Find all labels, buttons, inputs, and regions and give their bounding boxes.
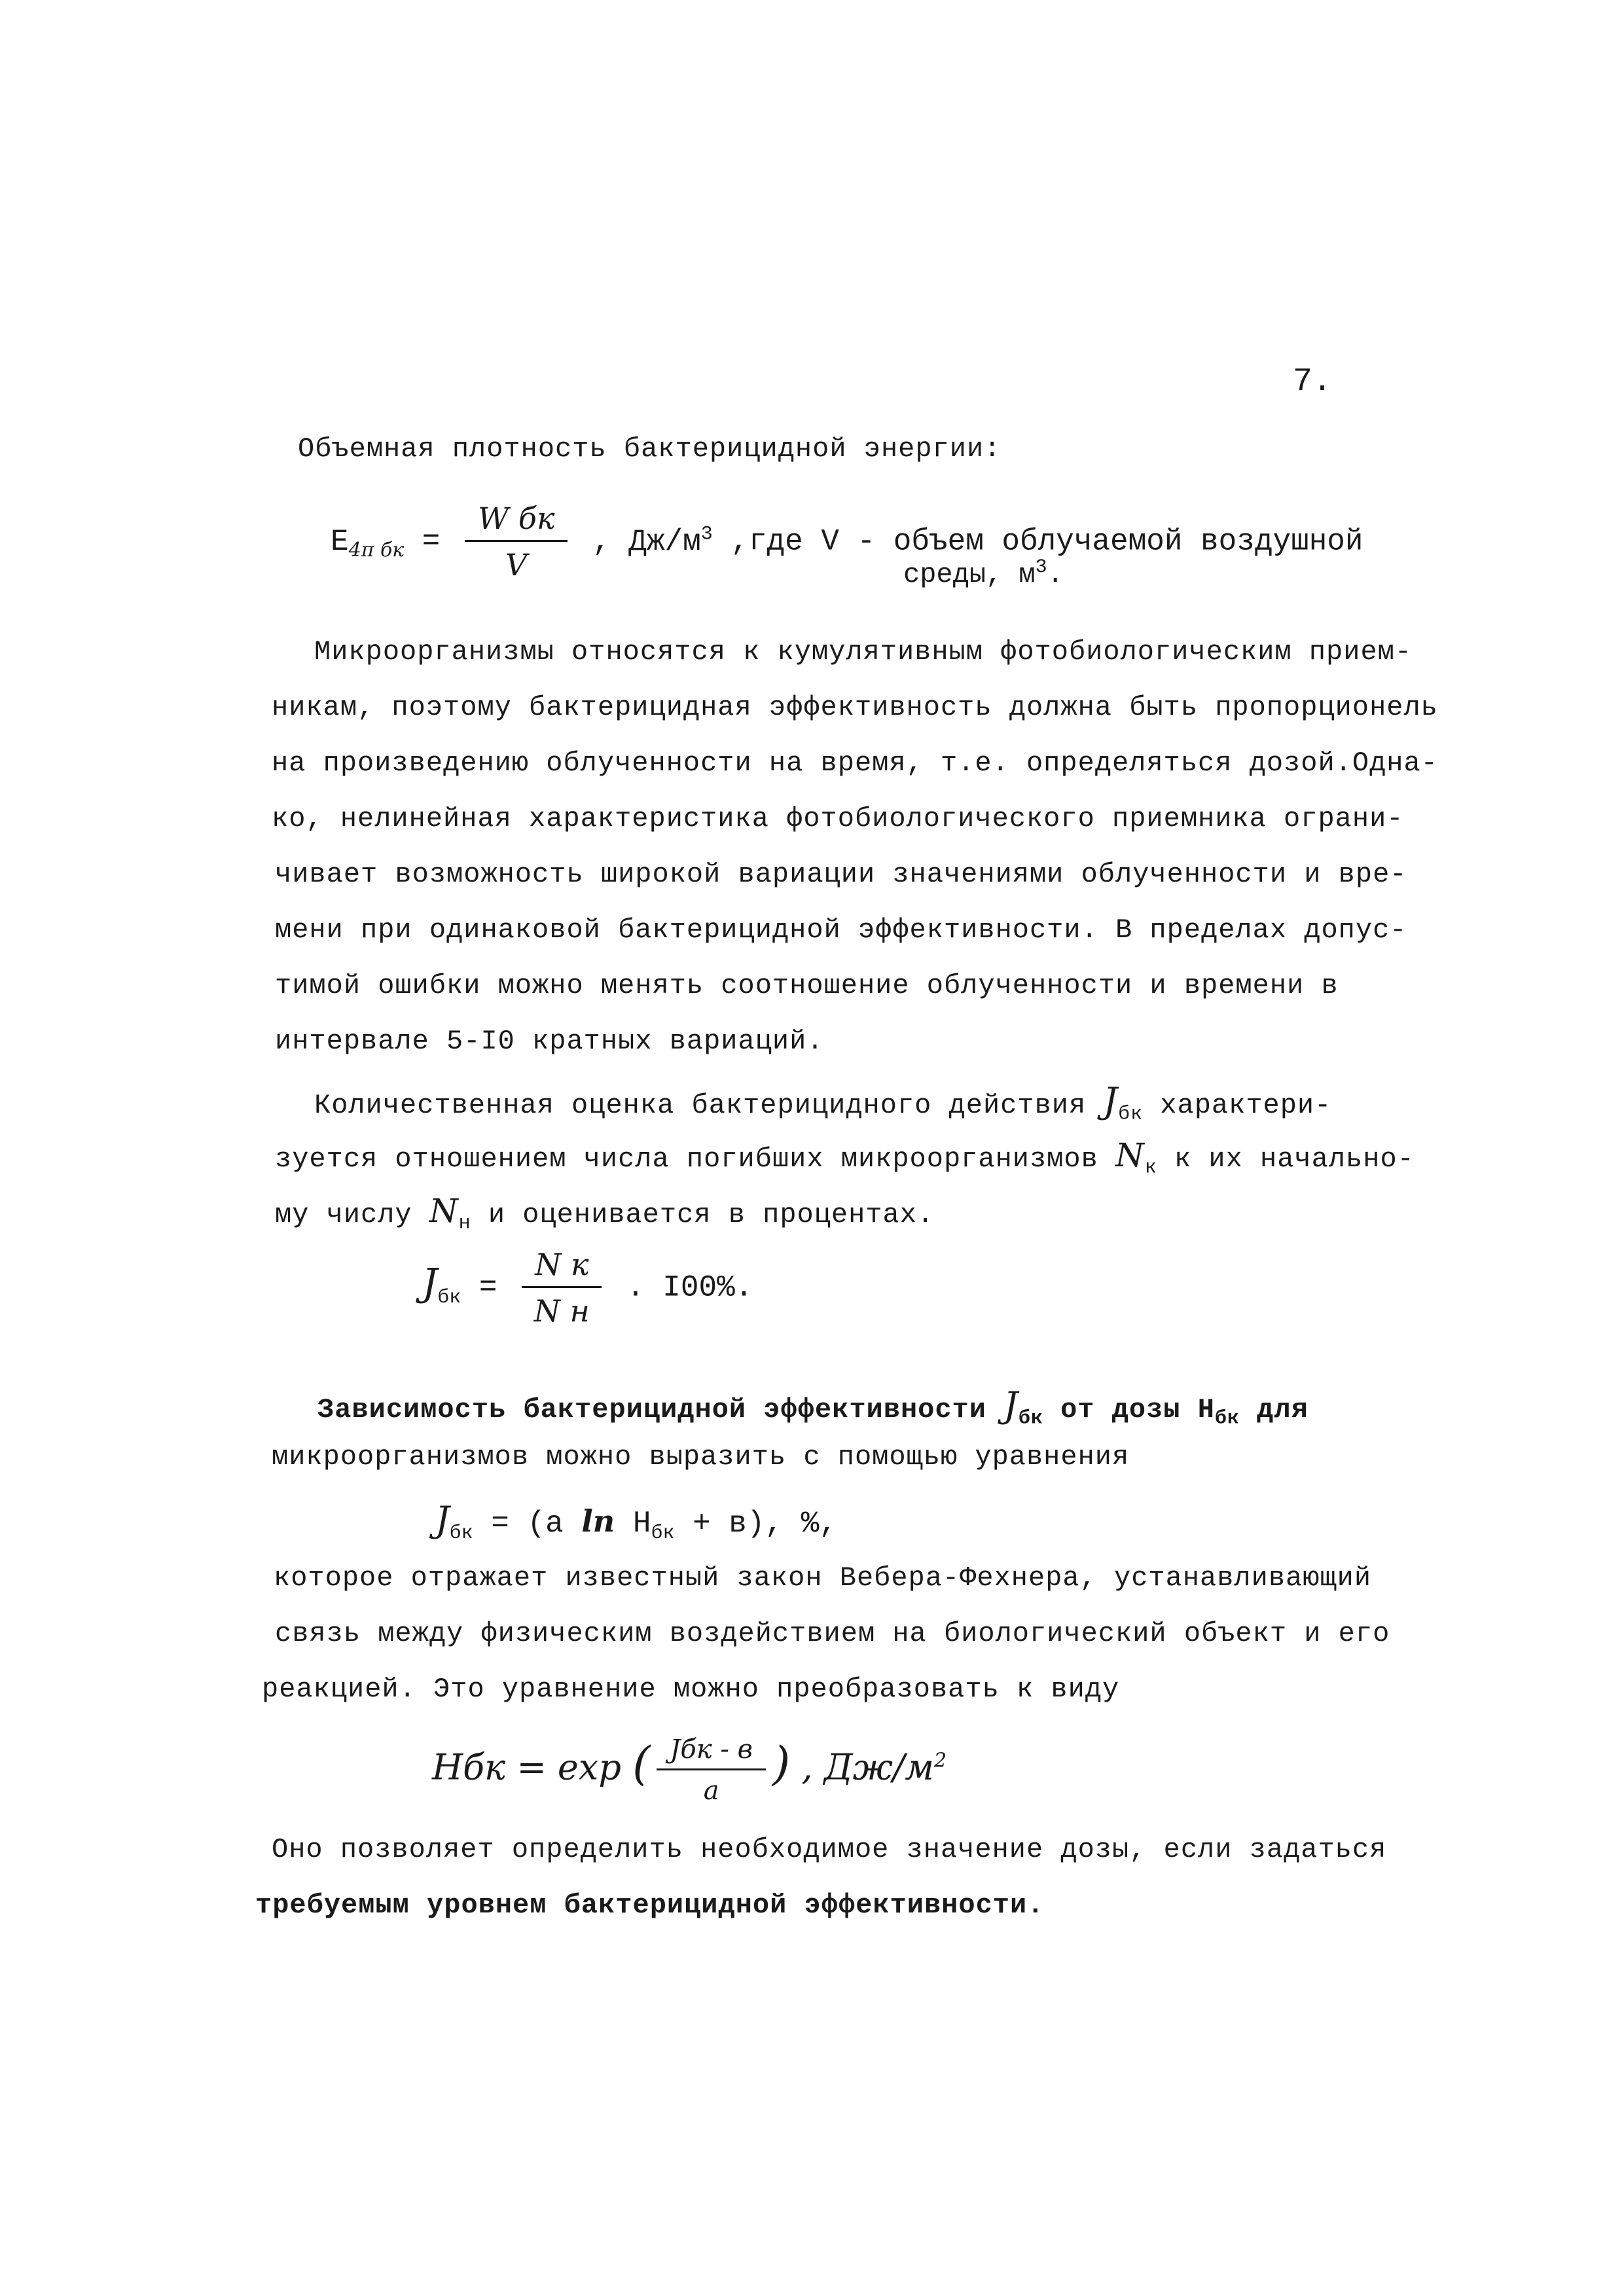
p6-line-1: Оно позволяет определить необходимое значение дозы, если задаться <box>272 1834 1387 1865</box>
p5-line-1: которое отражает известный закон Вебера-Фехнера, устанавливающий <box>274 1562 1372 1594</box>
eq4-numerator: Jбк - в <box>657 1734 766 1770</box>
p2-line-4: ко, нелинейная характеристика фотобиологического приемника ограни- <box>272 803 1404 834</box>
eq1-denominator: V <box>505 547 528 583</box>
eq2-denominator: N н <box>533 1293 590 1329</box>
p3-line-1: Количественная оценка бактерицидного действия $J_{бк}$ характери- <box>314 1080 1332 1126</box>
eq2-fraction <box>522 1247 602 1329</box>
p4-line-2: микроорганизмов можно выразить с помощью уравнения <box>272 1441 1130 1473</box>
eq1-numerator: W бк <box>465 501 568 542</box>
p5-line-3: реакцией. Это уравнение можно преобразовать к виду <box>262 1674 1120 1705</box>
p2-line-1: Микроорганизмы относятся к кумулятивным фотобиологическим прием- <box>314 636 1413 668</box>
p4-line-1: Зависимость бактерицидной эффективности $J_{бк}$ от дозы $Н_{бк}$ для <box>317 1384 1308 1430</box>
equation-energy-density: $Е_{4\pi бк}$ = $\frac{\text{W бк}}{V}$ , $Дж/м^3$ ,где V - объем облучаемой воздушной <box>331 501 1363 583</box>
p2-line-3: на произведению облученности на время, т.е. определяться дозой.Одна- <box>272 747 1438 779</box>
equation-dose-response: $J_{бк} = (а$ $\ln Н_{бк} + в$), %, <box>435 1499 837 1545</box>
eq4-fraction <box>657 1734 766 1806</box>
p3-line-2: зуется отношением числа погибших микроорганизмов $N_к$ к их начально- <box>275 1136 1415 1179</box>
p2-line-8: интервале 5-I0 кратных вариаций. <box>275 1026 824 1057</box>
page-number: 7. <box>1293 363 1333 401</box>
eq2-numerator: N к <box>522 1247 602 1288</box>
eq4-denominator: а <box>703 1776 719 1806</box>
eq1-tail: ,где V - объем облучаемой воздушной <box>731 524 1363 559</box>
eq1-tail-line2: среды, $м^3$. <box>903 556 1064 590</box>
p2-line-5: чивает возможность широкой вариации значениями облученности и вре- <box>275 859 1407 890</box>
p6-line-2: требуемым уровнем бактерицидной эффективности. <box>255 1890 1045 1921</box>
equation-bactericidal-ratio: $J_{бк}$ = $\frac{\text{N к}}{\text{N н}}$ . I00%. <box>422 1247 753 1329</box>
equation-dose-exp: Hбк = exp ( $\frac{\text{Jбк - в}}{а}$ ) , $Дж/м^2$ <box>432 1734 947 1806</box>
eq1-lhs: $Е_{4\pi бк}$ <box>331 524 405 562</box>
p2-line-2: никам, поэтому бактерицидная эффективность должна быть пропорционель <box>272 692 1438 723</box>
p3-line-3: му числу $N_н$ и оценивается в процентах. <box>275 1192 935 1235</box>
p5-line-2: связь между физическим воздействием на биологический объект и его <box>275 1618 1390 1649</box>
p2-line-6: мени при одинаковой бактерицидной эффективности. В пределах допус- <box>275 914 1407 946</box>
paragraph-1: Объемная плотность бактерицидной энергии: <box>298 433 1001 465</box>
eq1-fraction <box>465 501 568 583</box>
eq1-unit: , $Дж/м^3$ <box>592 523 713 559</box>
p2-line-7: тимой ошибки можно менять соотношение облученности и времени в <box>275 970 1339 1001</box>
